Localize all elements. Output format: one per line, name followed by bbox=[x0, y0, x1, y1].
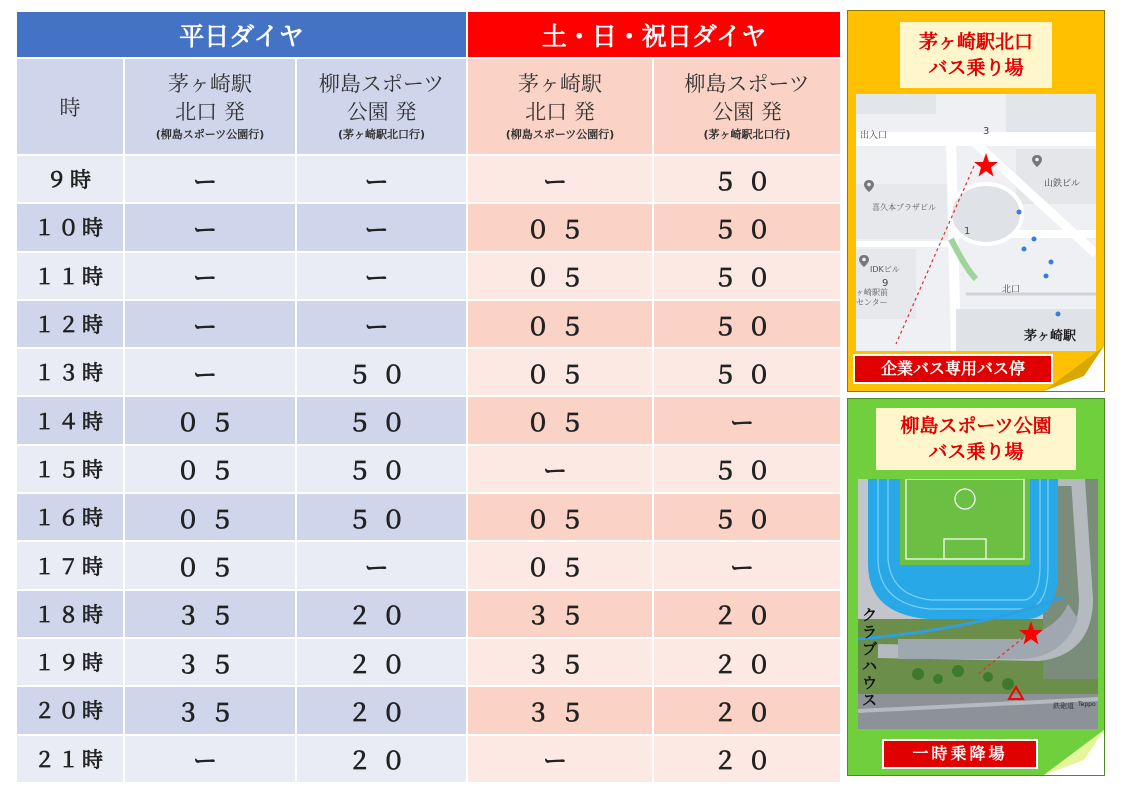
weekend-from-station-cell: ０５ bbox=[467, 396, 653, 444]
table-row bbox=[16, 445, 841, 493]
map-label-kitaguchi: 北口 bbox=[1002, 285, 1021, 295]
page-fold-icon bbox=[1044, 730, 1104, 775]
weekend-from-station-cell: ー bbox=[467, 735, 653, 783]
column-destination: (茅ヶ崎駅北口行) bbox=[703, 128, 791, 141]
weekday-from-station-cell: ３５ bbox=[124, 638, 296, 686]
map-label-num3: 3 bbox=[983, 126, 990, 137]
table-row bbox=[16, 638, 841, 686]
map-pin-icon bbox=[863, 179, 875, 193]
column-title: 柳島スポーツ 公園 発 bbox=[318, 72, 445, 124]
weekday-from-park-cell: ー bbox=[296, 155, 467, 203]
map-label-kikumoto: 喜久本プラザビル bbox=[872, 203, 936, 212]
map-label-sanbil: 山鉄ビル bbox=[1044, 179, 1081, 189]
table-row bbox=[16, 590, 841, 638]
weekend-from-park-cell: ５０ bbox=[653, 300, 841, 348]
weekend-from-station-cell: ０５ bbox=[467, 493, 653, 541]
panel-title: 茅ヶ崎駅北口 バス乗り場 bbox=[900, 22, 1052, 88]
weekend-from-station-cell: ー bbox=[467, 155, 653, 203]
timetable bbox=[15, 10, 842, 784]
weekday-from-park-cell: ー bbox=[296, 300, 467, 348]
weekday-from-park-cell: ５０ bbox=[296, 396, 467, 444]
table-row bbox=[16, 155, 841, 203]
weekend-from-park-cell: ２０ bbox=[653, 686, 841, 734]
hour-cell: １０時 bbox=[16, 203, 124, 251]
map-label-station: 茅ヶ崎駅 bbox=[1024, 329, 1077, 344]
map-pin-icon bbox=[1031, 154, 1043, 168]
map-label-road: 鉄砲道 bbox=[1053, 702, 1074, 710]
star-marker-icon bbox=[1018, 620, 1044, 646]
weekday-from-park-cell: ５０ bbox=[296, 348, 467, 396]
table-row bbox=[16, 348, 841, 396]
weekend-from-park-cell: ２０ bbox=[653, 735, 841, 783]
table-row bbox=[16, 541, 841, 589]
hour-cell: ９時 bbox=[16, 155, 124, 203]
weekend-from-station-cell: ３５ bbox=[467, 638, 653, 686]
hour-cell: １６時 bbox=[16, 493, 124, 541]
weekend-from-park-header bbox=[653, 58, 841, 155]
map-label-num9: 9 bbox=[882, 278, 889, 289]
weekend-from-park-cell: ５０ bbox=[653, 203, 841, 251]
map-label-num1: 1 bbox=[964, 226, 971, 237]
hour-cell: １４時 bbox=[16, 396, 124, 444]
map-label-road-small: Teppo bbox=[1078, 701, 1096, 708]
hour-cell: ２０時 bbox=[16, 686, 124, 734]
table-row bbox=[16, 252, 841, 300]
weekday-from-park-cell: ー bbox=[296, 541, 467, 589]
page-fold-icon bbox=[1044, 346, 1104, 391]
park-map bbox=[858, 479, 1098, 729]
hour-column-header: 時 bbox=[16, 58, 124, 155]
weekend-from-station-cell: ０５ bbox=[467, 252, 653, 300]
column-destination: (茅ヶ崎駅北口行) bbox=[337, 128, 426, 141]
weekday-schedule-header: 平日ダイヤ bbox=[16, 11, 467, 58]
column-title: 茅ヶ崎駅 北口 発 bbox=[168, 72, 252, 124]
hour-cell: １２時 bbox=[16, 300, 124, 348]
weekday-from-park-cell: ２０ bbox=[296, 686, 467, 734]
weekend-from-park-cell: ５０ bbox=[653, 445, 841, 493]
weekday-from-park-cell: ２０ bbox=[296, 735, 467, 783]
weekday-from-park-cell: ２０ bbox=[296, 590, 467, 638]
weekday-from-station-cell: ー bbox=[124, 300, 296, 348]
weekday-from-station-cell: ３５ bbox=[124, 590, 296, 638]
weekday-from-station-cell: ー bbox=[124, 155, 296, 203]
table-row bbox=[16, 686, 841, 734]
weekend-from-station-header bbox=[467, 58, 653, 155]
weekday-from-park-cell: ２０ bbox=[296, 638, 467, 686]
column-destination: (柳島スポーツ公園行) bbox=[505, 128, 615, 141]
panel-title: 柳島スポーツ公園 バス乗り場 bbox=[876, 408, 1076, 470]
hour-cell: １８時 bbox=[16, 590, 124, 638]
weekend-schedule-header: 土・日・祝日ダイヤ bbox=[467, 11, 841, 58]
hour-cell: １７時 bbox=[16, 541, 124, 589]
weekday-from-station-cell: ０５ bbox=[124, 541, 296, 589]
table-row bbox=[16, 735, 841, 783]
weekday-from-park-header bbox=[296, 58, 467, 155]
chigasaki-north-exit-panel bbox=[847, 10, 1105, 392]
map-label-clubhouse: クラブハウス bbox=[862, 606, 878, 709]
hour-cell: ２１時 bbox=[16, 735, 124, 783]
weekend-from-station-cell: ０５ bbox=[467, 300, 653, 348]
company-bus-stop-badge: 企業バス専用バス停 bbox=[853, 354, 1053, 384]
weekday-from-station-header bbox=[124, 58, 296, 155]
weekday-from-station-cell: ３５ bbox=[124, 686, 296, 734]
weekday-from-station-cell: ０５ bbox=[124, 493, 296, 541]
weekday-from-station-cell: ー bbox=[124, 252, 296, 300]
star-marker-icon bbox=[973, 152, 999, 178]
column-title: 茅ヶ崎駅 北口 発 bbox=[518, 72, 602, 124]
triangle-marker-icon bbox=[1007, 685, 1025, 701]
table-row bbox=[16, 203, 841, 251]
weekday-from-park-cell: ５０ bbox=[296, 445, 467, 493]
weekend-from-park-cell: ２０ bbox=[653, 590, 841, 638]
hour-cell: １１時 bbox=[16, 252, 124, 300]
weekend-from-station-cell: ３５ bbox=[467, 686, 653, 734]
column-destination: (柳島スポーツ公園行) bbox=[155, 128, 265, 141]
weekend-from-park-cell: ５０ bbox=[653, 252, 841, 300]
hour-cell: １５時 bbox=[16, 445, 124, 493]
yanagishima-park-panel bbox=[847, 398, 1105, 776]
map-label-idk: IDKビル bbox=[870, 265, 900, 274]
weekday-from-station-cell: ０５ bbox=[124, 396, 296, 444]
hour-cell: １９時 bbox=[16, 638, 124, 686]
weekend-from-park-cell: ５０ bbox=[653, 155, 841, 203]
north-exit-map bbox=[856, 94, 1096, 351]
map-pin-icon bbox=[858, 254, 870, 268]
weekday-from-station-cell: ー bbox=[124, 203, 296, 251]
weekend-from-station-cell: ３５ bbox=[467, 590, 653, 638]
map-label-exit: 出入口 bbox=[860, 131, 888, 141]
map-label-center: ヶ崎駅前 センター bbox=[856, 288, 888, 307]
column-title: 柳島スポーツ 公園 発 bbox=[684, 72, 810, 124]
weekend-from-park-cell: ５０ bbox=[653, 348, 841, 396]
temporary-pickup-badge: 一時乗降場 bbox=[882, 739, 1038, 769]
weekday-from-park-cell: ー bbox=[296, 203, 467, 251]
table-row bbox=[16, 493, 841, 541]
weekend-from-park-cell: ２０ bbox=[653, 638, 841, 686]
weekend-from-station-cell: ０５ bbox=[467, 348, 653, 396]
table-row bbox=[16, 396, 841, 444]
weekend-from-park-cell: ー bbox=[653, 541, 841, 589]
weekend-from-station-cell: ０５ bbox=[467, 203, 653, 251]
weekday-from-station-cell: ー bbox=[124, 735, 296, 783]
weekend-from-station-cell: ０５ bbox=[467, 541, 653, 589]
weekday-from-park-cell: ５０ bbox=[296, 493, 467, 541]
weekday-from-station-cell: ０５ bbox=[124, 445, 296, 493]
weekend-from-station-cell: ー bbox=[467, 445, 653, 493]
weekday-from-park-cell: ー bbox=[296, 252, 467, 300]
hour-cell: １３時 bbox=[16, 348, 124, 396]
weekend-from-park-cell: ５０ bbox=[653, 493, 841, 541]
weekday-from-station-cell: ー bbox=[124, 348, 296, 396]
table-row bbox=[16, 300, 841, 348]
weekend-from-park-cell: ー bbox=[653, 396, 841, 444]
